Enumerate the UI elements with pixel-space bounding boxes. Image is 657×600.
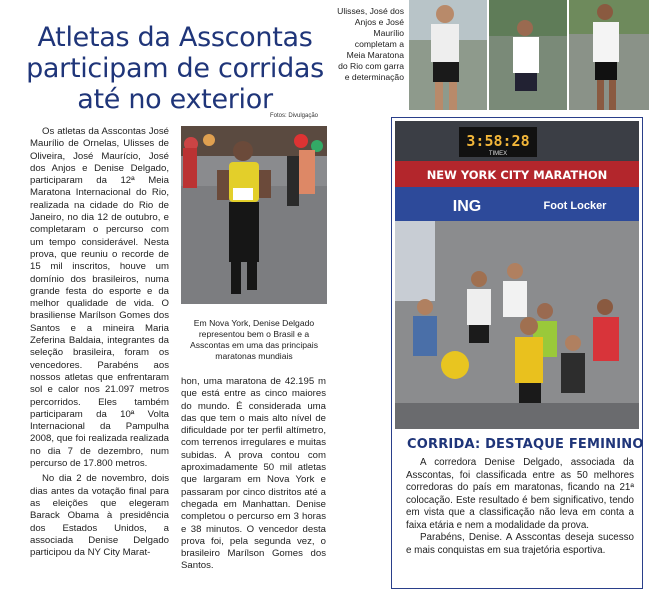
denise-ny-photo [181,126,327,304]
sponsor-ing: ING [452,198,482,215]
article-paragraph-1: Os atletas da Asscontas José Maurílio de Ornelas, Ulisses de Oliveira, José Maurício, José dos Anjos e Denise Delgado, participaram da 12ª Meia Maratona Internacional do Rio, realizada na cidade do Rio de Janeiro, no dia 12 de outubro, e completaram o percurso com um tempo considerável. Nesta prova, que reuniu o recorde de 15 mil inscritos, houve um domínio dos brasileiros, numa grande festa do esporte e da melhor qualidade de vida. O brasiliense Marílson Gomes dos Santos e a mineira Maria Zeferina Baldaia, integrantes da seleção brasileira, foram os vencedores. Parabéns aos nossos atletas que enfrentaram sol e calor nos 21.097 metros percorridos. Eles também participaram da 10ª Volta Internacional da Pampulha 2008, que foi realizada realizada no dia 7 de dezembro, num percurso de 17.800 metros. [30,126,169,470]
marathon-banner: NEW YORK CITY MARATHON [426,168,608,182]
clock-brand: TIMEX [488,151,508,157]
sidebar-paragraph-1: A corredora Denise Delgado, associada da Asscontas, foi classificada entre as 50 melhores corredoras do país em maratonas, ficando na 21ª colocação. Este resultado é bem significativo, tendo em vista que a classificação não leva em conta a faixa etária e nem a modalidade da prova. [406,457,634,531]
rio-runners-illustration [409,0,649,110]
nyc-finish-illustration [395,121,639,429]
article-title: Atletas da Asscontas participam de corridas até no exterior [26,22,324,116]
article-column-2: hon, uma maratona de 42.195 m que está entre as cinco maiores do mundo. É considerada uma das que tem o mais alto nível de dificuldade por ter perfil altímetro, com terrenos irregulares e muitas subidas. A prova contou com aproximadamente 50 mil atletas que largaram em Nova York e passaram por cinco distritos até a chegada em Manhattan. Denise completou o percurso em 3 horas e 38 minutos. O vencedor desta prova foi, pela segunda vez, o brasileiro Marílson Gomes dos Santos. [181,376,326,572]
sponsor-foot-locker: Foot Locker [543,200,607,212]
photo-caption: Em Nova York, Denise Delgado representou bem o Brasil e a Asscontas em uma das principais maratonas mundiais [189,318,318,361]
race-clock: 3:58:28 [466,132,530,150]
sidebar-title: CORRIDA: DESTAQUE FEMININO [407,437,644,452]
sidebar-text [406,457,634,557]
nyc-marathon-finish-photo [395,121,639,429]
rio-half-marathon-photos [409,0,649,110]
strip-caption: Ulisses, José dos Anjos e José Maurílio completam a Meia Maratona do Rio com garra e determinação [337,6,404,82]
article-paragraph-2-start: No dia 2 de novembro, dois dias antes da votação final para as eleições que elegeram Barack Obama à presidência dos Estados Unidos, a associada Denise Delgado participou da NY City Marat- [30,473,169,559]
photo-credit: Fotos: Divulgação [270,113,319,119]
article-column-1 [30,126,169,559]
runner-illustration [181,126,327,304]
sidebar-paragraph-2: Parabéns, Denise. A Asscontas deseja sucesso e mais conquistas em sua trajetória esportiva. [406,532,634,556]
